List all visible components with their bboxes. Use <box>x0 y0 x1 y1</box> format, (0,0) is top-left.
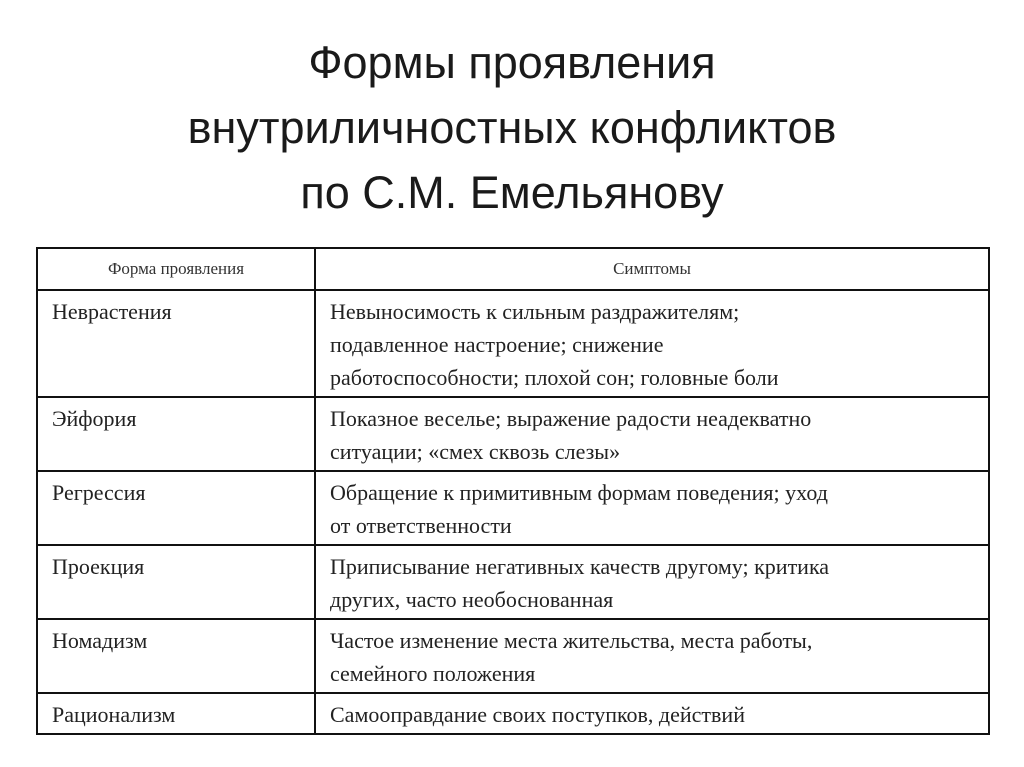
symptom-line: других, часто необоснованная <box>330 587 614 612</box>
symptoms-cell <box>315 397 989 471</box>
conflict-forms-table <box>36 247 990 735</box>
symptoms-cell <box>315 290 989 397</box>
table-row <box>37 471 989 545</box>
table-row <box>37 545 989 619</box>
form-cell: Рационализм <box>37 693 315 734</box>
symptoms-cell <box>315 693 989 734</box>
form-cell: Проекция <box>37 545 315 619</box>
title-line: внутриличностных конфликтов <box>187 102 837 153</box>
symptom-line: Самооправдание своих поступков, действий <box>330 702 745 727</box>
symptom-line: от ответственности <box>330 513 512 538</box>
symptom-line: Обращение к примитивным формам поведения; уход <box>330 480 828 505</box>
symptom-line: работоспособности; плохой сон; головные боли <box>330 365 779 390</box>
table-row <box>37 693 989 734</box>
header-symptoms: Симптомы <box>315 248 989 290</box>
form-cell: Эйфория <box>37 397 315 471</box>
title-line: по С.М. Емельянову <box>300 167 724 218</box>
table-header-row <box>37 248 989 290</box>
symptoms-cell <box>315 471 989 545</box>
table-row <box>37 619 989 693</box>
symptom-line: Показное веселье; выражение радости неадекватно <box>330 406 812 431</box>
symptom-line: Приписывание негативных качеств другому; критика <box>330 554 830 579</box>
slide-title <box>0 30 1024 225</box>
symptom-line: Частое изменение места жительства, места работы, <box>330 628 813 653</box>
form-cell: Неврастения <box>37 290 315 397</box>
symptom-line: семейного положения <box>330 661 536 686</box>
symptom-line: Невыносимость к сильным раздражителям; <box>330 299 740 324</box>
form-cell: Номадизм <box>37 619 315 693</box>
form-cell: Регрессия <box>37 471 315 545</box>
header-form: Форма проявления <box>37 248 315 290</box>
symptom-line: ситуации; «смех сквозь слезы» <box>330 439 621 464</box>
table-row <box>37 290 989 397</box>
symptom-line: подавленное настроение; снижение <box>330 332 664 357</box>
title-line: Формы проявления <box>308 37 716 88</box>
symptoms-cell <box>315 619 989 693</box>
table-row <box>37 397 989 471</box>
symptoms-cell <box>315 545 989 619</box>
